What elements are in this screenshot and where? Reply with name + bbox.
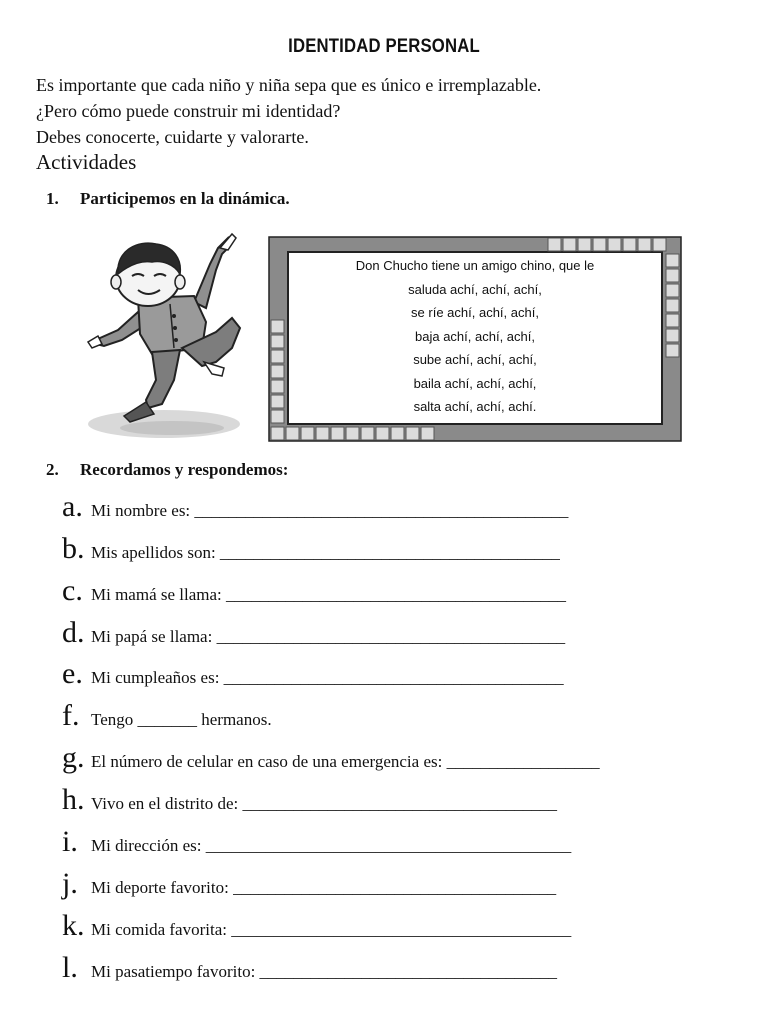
question-text: Vivo en el distrito de: _____________________________________	[91, 794, 557, 814]
question-item	[62, 656, 742, 698]
intro-line: ¿Pero cómo puede construir mi identidad?	[36, 101, 341, 121]
dancing-boy-illustration	[82, 224, 242, 446]
question-item	[62, 781, 742, 823]
question-item	[62, 949, 742, 991]
question-letter: g.	[62, 741, 85, 775]
question-item	[62, 739, 742, 781]
question-text: Mi deporte favorito: ______________________________________	[91, 877, 557, 897]
question-text: Mis apellidos son: ________________________________________	[91, 542, 560, 562]
question-text: El número de celular en caso de una emergencia es: __________________	[91, 752, 600, 772]
section-label: Participemos en la dinámica.	[80, 189, 290, 208]
question-item	[62, 488, 742, 530]
poem-line: baja achí, achí, achí,	[415, 328, 535, 344]
question-letter: f.	[62, 699, 80, 733]
question-text: Mi papá se llama: _________________________________________	[91, 626, 566, 646]
question-item	[62, 865, 742, 907]
question-letter: d.	[62, 615, 85, 649]
question-letter: c.	[62, 573, 83, 607]
question-item	[62, 823, 742, 865]
poem-line: sube achí, achí, achí,	[413, 352, 537, 367]
poem-line: Don Chucho tiene un amigo chino, que le	[355, 258, 595, 273]
question-text: Mi pasatiempo favorito: ___________________________________	[91, 961, 558, 981]
section-label: Recordamos y respondemos:	[80, 460, 289, 479]
question-item	[62, 572, 742, 614]
intro-line: Es importante que cada niño y niña sepa que es único e irremplazable.	[36, 75, 542, 95]
question-letter: k.	[62, 908, 85, 942]
question-letter: b.	[62, 531, 85, 565]
intro-paragraph	[36, 72, 541, 150]
poem-line: saluda achí, achí, achí,	[408, 281, 542, 297]
question-letter: l.	[62, 950, 78, 984]
question-letter: e.	[62, 657, 83, 691]
question-item	[62, 614, 742, 656]
section-1-heading	[46, 189, 290, 209]
question-text: Mi comida favorita: ________________________________________	[91, 919, 572, 939]
poem-line: salta achí, achí, achí.	[413, 399, 537, 414]
question-text: Mi mamá se llama: ________________________________________	[91, 584, 567, 604]
question-letter: i.	[62, 825, 78, 859]
activities-heading: Actividades	[36, 150, 137, 174]
question-text: Mi dirección es: ___________________________________________	[91, 836, 572, 856]
question-text: Mi nombre es: ____________________________________________	[91, 500, 569, 520]
poem-line: se ríe achí, achí, achí,	[411, 305, 539, 320]
section-number: 1.	[46, 189, 59, 208]
intro-line: Debes conocerte, cuidarte y valorarte.	[36, 127, 309, 147]
question-list	[62, 488, 742, 991]
page-title: IDENTIDAD PERSONAL	[288, 36, 480, 57]
section-2-heading	[46, 460, 288, 480]
question-item	[62, 697, 742, 739]
poem-text	[290, 254, 660, 419]
question-text: Tengo _______ hermanos.	[91, 710, 272, 730]
question-item	[62, 530, 742, 572]
question-letter: a.	[62, 489, 83, 523]
question-letter: j.	[62, 866, 78, 900]
poem-line: baila achí, achí, achí,	[413, 375, 537, 391]
question-text: Mi cumpleaños es: ________________________________________	[91, 668, 564, 688]
section-number: 2.	[46, 460, 59, 479]
question-item	[62, 907, 742, 949]
question-letter: h.	[62, 783, 85, 817]
